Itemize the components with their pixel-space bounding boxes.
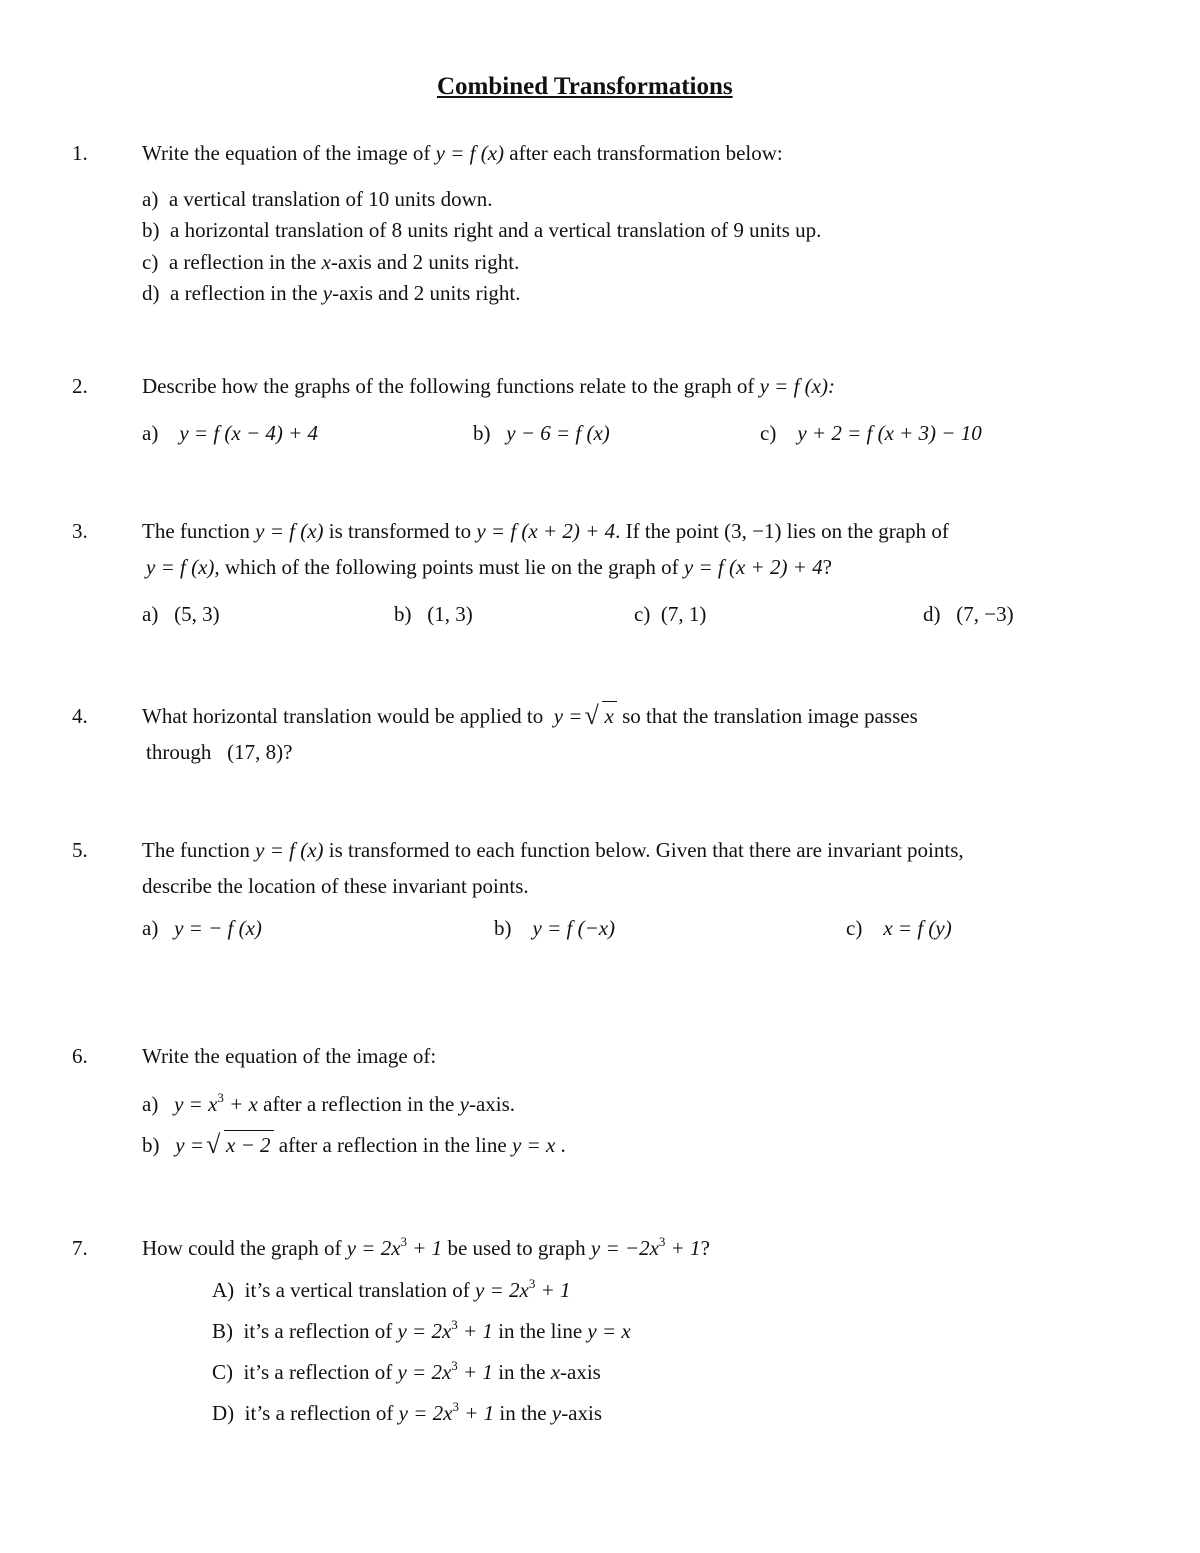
math: y = 2x (397, 1319, 452, 1343)
option-label: b) (473, 421, 491, 445)
question-5-option-b (494, 918, 615, 939)
text: ? (822, 555, 832, 579)
question-1-item-c (142, 252, 519, 273)
question-1-item-a (142, 189, 493, 210)
option-math: (5, 3) (174, 602, 220, 626)
item-text-end: -axis and 2 units right. (332, 281, 521, 305)
math: y = x (587, 1319, 631, 1343)
text: is transformed to (323, 519, 477, 543)
question-2-option-b (473, 423, 610, 444)
option-math: y = f (x − 4) + 4 (179, 421, 319, 445)
text: . If the point (615, 519, 725, 543)
question-5-number: 5. (72, 838, 88, 862)
item-text: a vertical translation of 10 units down. (168, 187, 493, 211)
text: . (560, 1133, 566, 1157)
exponent: 3 (451, 1358, 458, 1373)
question-3-line-2 (146, 557, 832, 578)
item-label: c) (142, 250, 159, 274)
option-math: (7, 1) (660, 602, 707, 626)
math: + 1 (457, 1360, 493, 1384)
question-6-number: 6. (72, 1044, 88, 1068)
option-math: y = f (−x) (532, 916, 616, 940)
text: in the (492, 1360, 551, 1384)
question-2-prompt-text: Describe how the graphs of the following functions relate to the graph of (142, 374, 760, 398)
question-7-option-c (212, 1358, 601, 1384)
question-2-prompt-math: y = f (x): (759, 374, 835, 398)
option-label: a) (142, 916, 159, 940)
question-6-item-a (142, 1090, 516, 1116)
math: y = (175, 1133, 204, 1157)
question-5-line-1 (142, 840, 964, 861)
item-label: b) (142, 218, 160, 242)
page-title: Combined Transformations (437, 73, 733, 100)
question-2-number: 2. (72, 374, 88, 398)
question-1-prompt-text: Write the equation of the image of (142, 141, 436, 165)
item-label: a) (142, 187, 159, 211)
math: + 1 (407, 1236, 443, 1260)
question-7-number: 7. (72, 1236, 88, 1260)
question-4-line-2 (146, 742, 292, 763)
text: it’s a reflection of (243, 1319, 398, 1343)
math: y = f (x + 2) + 4 (683, 555, 823, 579)
math: y = x (511, 1133, 556, 1157)
question-3-option-a (142, 604, 220, 625)
option-label: a) (142, 602, 159, 626)
option-label: b) (394, 602, 412, 626)
question-2-option-c (760, 423, 982, 444)
option-math: (1, 3) (427, 602, 473, 626)
question-4-number: 4. (72, 704, 88, 728)
option-label: a) (142, 421, 159, 445)
item-var: y (322, 281, 333, 305)
text: lies on the graph of (781, 519, 949, 543)
var: y (551, 1401, 562, 1425)
question-5-line-2: describe the location of these invariant points. (142, 874, 529, 898)
question-1-prompt-text-end: after each transformation below: (504, 141, 783, 165)
square-root-symbol (206, 1135, 274, 1156)
math: (17, 8) (227, 740, 284, 764)
option-math: y − 6 = f (x) (506, 421, 610, 445)
math: y = f (x + 2) + 4 (476, 519, 616, 543)
text: be used to graph (442, 1236, 591, 1260)
text: it’s a reflection of (243, 1360, 398, 1384)
option-label: c) (760, 421, 777, 445)
math: y = x (174, 1092, 218, 1116)
option-label: b) (494, 916, 512, 940)
text: -axis. (468, 1092, 516, 1116)
item-label: a) (142, 1092, 159, 1116)
item-label: d) (142, 281, 160, 305)
option-label: A) (212, 1278, 235, 1302)
item-var: x (321, 250, 331, 274)
text: so that the translation image passes (616, 704, 918, 728)
math: y = 2x (398, 1401, 453, 1425)
exponent: 3 (658, 1234, 666, 1249)
option-math: x = f (y) (883, 916, 952, 940)
question-7-option-a (212, 1276, 571, 1302)
math: y = f (x) (255, 838, 324, 862)
question-4-line-1 (142, 706, 918, 727)
question-7-option-b (212, 1317, 631, 1343)
item-text: a reflection in the (168, 250, 322, 274)
text: , which of the following points must lie on the graph of (214, 555, 684, 579)
math: + 1 (457, 1319, 493, 1343)
math: (3, −1) (724, 519, 782, 543)
math: + 1 (535, 1278, 571, 1302)
question-2-prompt (142, 376, 835, 397)
text: after a reflection in the (257, 1092, 460, 1116)
math: y = 2x (346, 1236, 401, 1260)
square-root-symbol (584, 706, 616, 727)
text: -axis (561, 1401, 603, 1425)
question-3-option-d (923, 604, 1014, 625)
text: after a reflection in the line (273, 1133, 512, 1157)
text: The function (142, 838, 256, 862)
option-math: y + 2 = f (x + 3) − 10 (797, 421, 982, 445)
math: y = (553, 704, 583, 728)
exponent: 3 (528, 1276, 536, 1291)
option-label: c) (846, 916, 863, 940)
math: y = f (x) (146, 555, 215, 579)
question-2-option-a (142, 423, 318, 444)
text: -axis (560, 1360, 601, 1384)
question-3-number: 3. (72, 519, 88, 543)
var: y (459, 1092, 469, 1116)
text: in the line (492, 1319, 588, 1343)
text: What horizontal translation would be applied to (142, 704, 549, 728)
question-3-option-c (634, 604, 706, 625)
math: + 1 (665, 1236, 701, 1260)
radicand: x (602, 701, 616, 728)
question-6-item-b (142, 1135, 566, 1156)
item-text: a horizontal translation of 8 units right and a vertical translation of 9 units up. (170, 218, 822, 242)
question-1-prompt (142, 143, 783, 164)
var: x (550, 1360, 561, 1384)
question-3-line-1 (142, 521, 949, 542)
text: The function (142, 519, 256, 543)
exponent: 3 (451, 1317, 458, 1332)
question-1-number: 1. (72, 141, 88, 165)
option-label: B) (212, 1319, 233, 1343)
question-1-item-b (142, 220, 821, 241)
item-text-end: -axis and 2 units right. (330, 250, 520, 274)
math: y = −2x (590, 1236, 659, 1260)
math: y = 2x (397, 1360, 452, 1384)
question-5-option-c (846, 918, 952, 939)
option-label: d) (923, 602, 941, 626)
option-math: (7, −3) (956, 602, 1014, 626)
question-5-option-a (142, 918, 262, 939)
text: it’s a vertical translation of (244, 1278, 476, 1302)
math: + x (223, 1092, 258, 1116)
exponent: 3 (452, 1399, 459, 1414)
text: it’s a reflection of (244, 1401, 399, 1425)
text: in the (494, 1401, 552, 1425)
question-1-prompt-math: y = f (x) (435, 141, 505, 165)
item-text: a reflection in the (170, 281, 323, 305)
item-label: b) (142, 1133, 160, 1157)
text: ? (700, 1236, 710, 1260)
radicand: x − 2 (224, 1130, 274, 1157)
text: through (146, 740, 217, 764)
math: y = 2x (475, 1278, 529, 1302)
exponent: 3 (400, 1234, 408, 1249)
option-label: c) (634, 602, 651, 626)
math: + 1 (458, 1401, 495, 1425)
text: is transformed to each function below. Given that there are invariant points, (323, 838, 964, 862)
text: ? (283, 740, 293, 764)
question-6-prompt: Write the equation of the image of: (142, 1044, 437, 1068)
option-math: y = − f (x) (174, 916, 262, 940)
option-label: D) (212, 1401, 235, 1425)
exponent: 3 (217, 1090, 224, 1105)
question-1-item-d (142, 283, 521, 304)
text: How could the graph of (142, 1236, 347, 1260)
math: y = f (x) (255, 519, 324, 543)
option-label: C) (212, 1360, 233, 1384)
question-3-option-b (394, 604, 473, 625)
question-7-option-d (212, 1399, 603, 1425)
question-7-prompt (142, 1234, 710, 1260)
